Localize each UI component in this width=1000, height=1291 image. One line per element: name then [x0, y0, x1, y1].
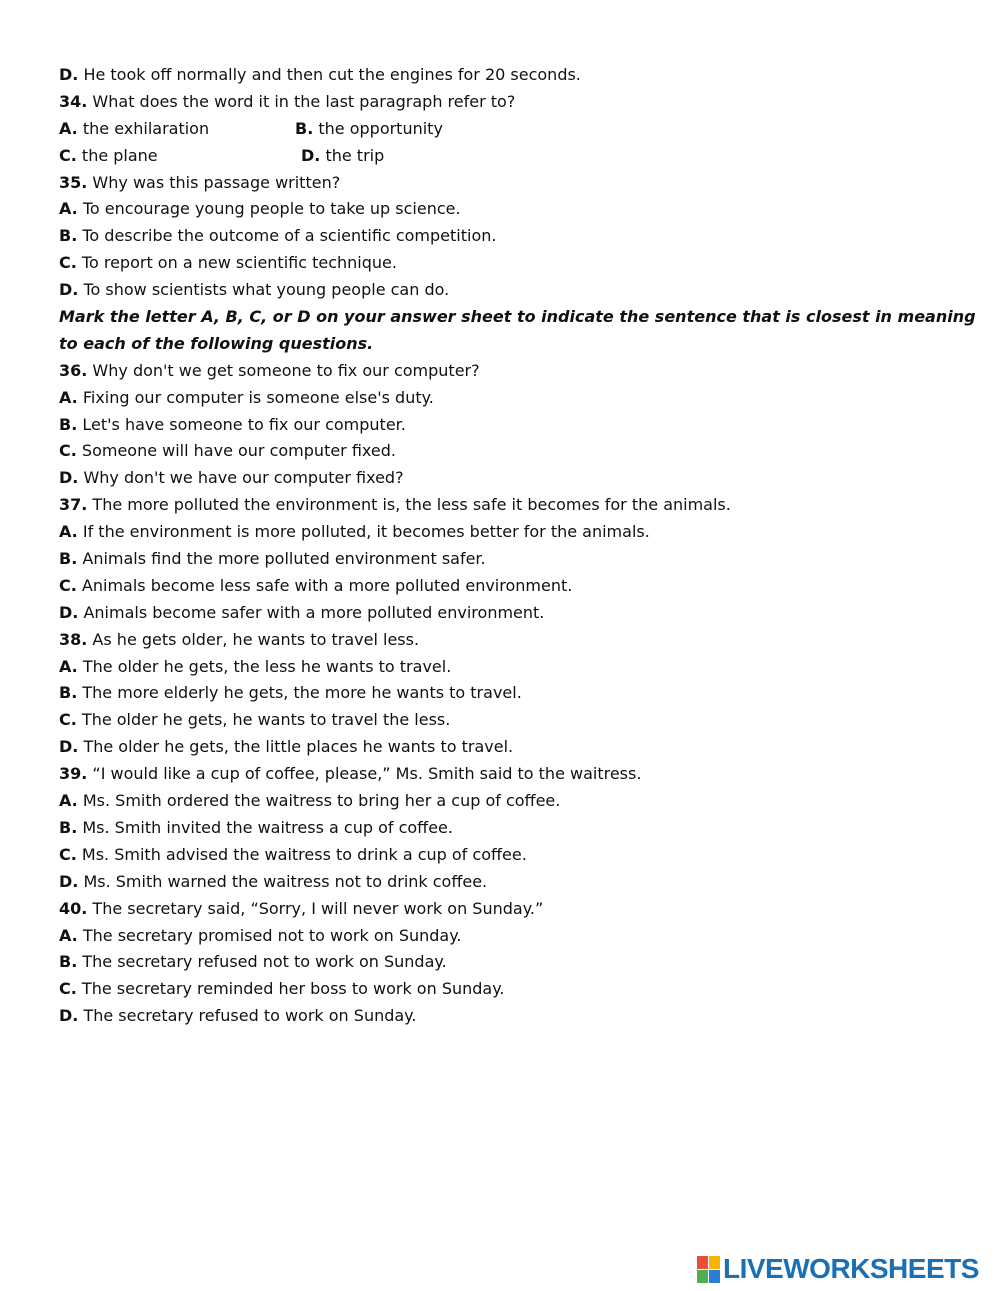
option-line: C. Ms. Smith advised the waitress to drink a cup of coffee. [59, 844, 527, 864]
option-line: C. The older he gets, he wants to travel the less. [59, 710, 451, 730]
option-line: C. To report on a new scientific technique. [59, 253, 397, 273]
option-line: B. Animals find the more polluted environment safer. [59, 549, 486, 569]
worksheet-content [59, 62, 976, 1030]
question-line: 34. What does the word it in the last paragraph refer to? [59, 91, 516, 111]
instruction-line: Mark the letter A, B, C, or D on your answer sheet to indicate the sentence that is closest in meaning [59, 307, 976, 327]
question-line: 38. As he gets older, he wants to travel less. [59, 629, 420, 649]
option-line: A. To encourage young people to take up science. [59, 199, 461, 219]
option-line: A. Fixing our computer is someone else's duty. [59, 387, 434, 407]
question-line: 40. The secretary said, “Sorry, I will never work on Sunday.” [59, 898, 544, 918]
option-line: C. The secretary reminded her boss to work on Sunday. [59, 979, 505, 999]
option-line: C. Animals become less safe with a more polluted environment. [59, 575, 573, 595]
question-line: 39. “I would like a cup of coffee, please,” Ms. Smith said to the waitress. [59, 764, 642, 784]
option-line: D. The older he gets, the little places he wants to travel. [59, 737, 514, 757]
option-line: B. To describe the outcome of a scientific competition. [59, 226, 497, 246]
option-line: A. The secretary promised not to work on Sunday. [59, 925, 462, 945]
question-line: 36. Why don't we get someone to fix our computer? [59, 360, 480, 380]
liveworksheets-logo[interactable] [697, 1254, 979, 1284]
option-row: C. the plane D. the trip [59, 145, 385, 165]
logo-block [709, 1256, 720, 1269]
option-line: A. Ms. Smith ordered the waitress to bring her a cup of coffee. [59, 791, 561, 811]
option-line: B. Let's have someone to fix our computer. [59, 414, 406, 434]
option-line: C. Someone will have our computer fixed. [59, 441, 396, 461]
logo-block [697, 1270, 708, 1283]
option-line: D. Why don't we have our computer fixed? [59, 468, 404, 488]
instruction-line: to each of the following questions. [59, 333, 374, 353]
logo-block [697, 1256, 708, 1269]
logo-wordmark: LIVEWORKSHEETS [723, 1253, 979, 1284]
option-line: B. The secretary refused not to work on Sunday. [59, 952, 447, 972]
option-line: A. The older he gets, the less he wants to travel. [59, 656, 452, 676]
option-line: D. Ms. Smith warned the waitress not to drink coffee. [59, 871, 488, 891]
option-line: D. Animals become safer with a more polluted environment. [59, 602, 545, 622]
option-line: D. To show scientists what young people can do. [59, 280, 450, 300]
logo-blocks-icon [697, 1256, 720, 1283]
option-row: A. the exhilaration B. the opportunity [59, 118, 443, 138]
option-line: D. The secretary refused to work on Sunday. [59, 1006, 417, 1026]
question-line: 35. Why was this passage written? [59, 172, 341, 192]
option-line: B. The more elderly he gets, the more he wants to travel. [59, 683, 522, 703]
option-line: B. Ms. Smith invited the waitress a cup of coffee. [59, 817, 453, 837]
option-line: A. If the environment is more polluted, it becomes better for the animals. [59, 522, 650, 542]
question-line: 37. The more polluted the environment is, the less safe it becomes for the animals. [59, 495, 731, 515]
option-line: D. He took off normally and then cut the engines for 20 seconds. [59, 65, 581, 84]
logo-block [709, 1270, 720, 1283]
